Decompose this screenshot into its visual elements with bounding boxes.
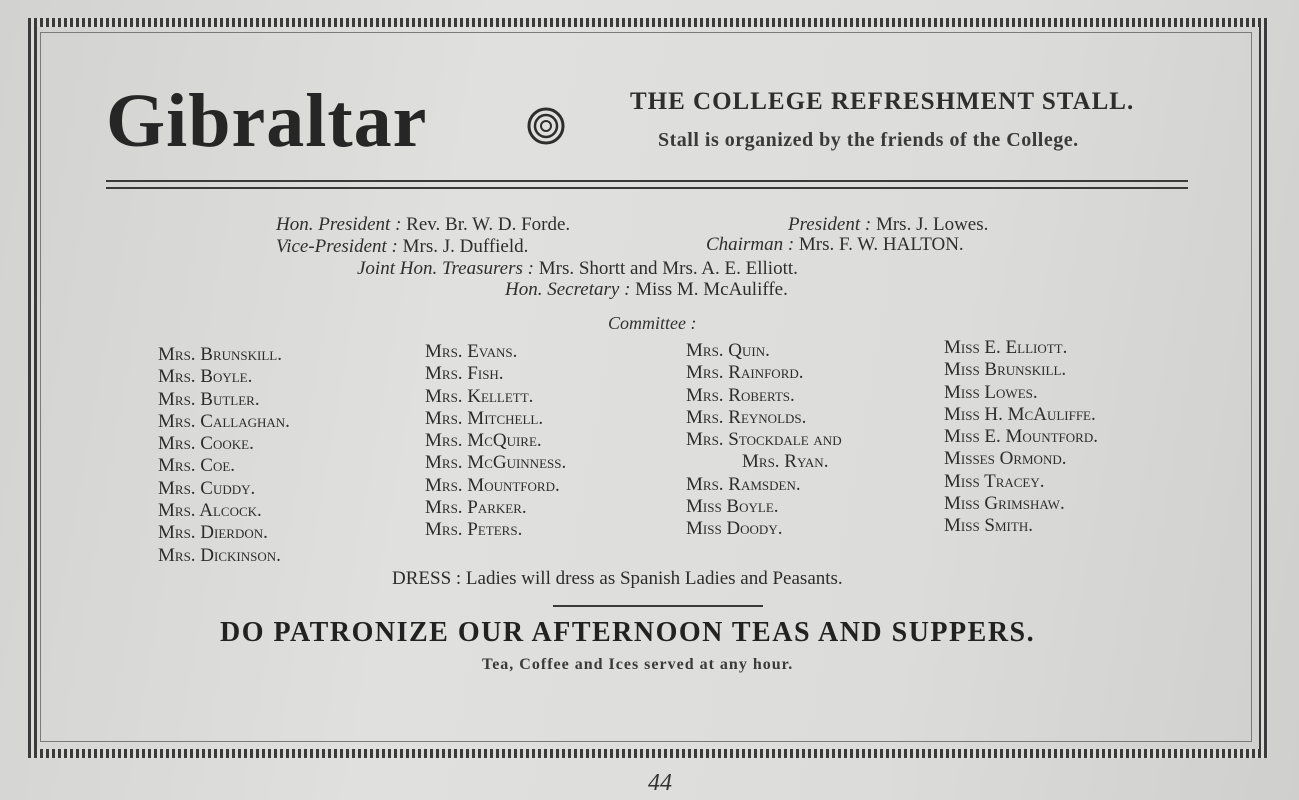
hon-president-name: Rev. Br. W. D. Forde. xyxy=(406,214,571,235)
vice-president-name: Mrs. J. Duffield. xyxy=(402,236,529,257)
committee-member: Mrs. Reynolds. xyxy=(686,406,807,428)
committee-column-1 xyxy=(158,344,290,567)
committee-member: Miss E. Elliott. xyxy=(944,337,1068,358)
committee-member: Miss Tracey. xyxy=(944,470,1045,492)
vice-president-role: Vice-President : xyxy=(276,236,398,257)
committee-member: Mrs. Coe. xyxy=(158,455,236,477)
committee-member: Mrs. Cuddy. xyxy=(158,477,256,499)
committee-member: Mrs. Butler. xyxy=(158,388,260,410)
vice-president-line xyxy=(276,236,528,258)
committee-member: Misses Ormond. xyxy=(944,448,1067,470)
committee-member: Mrs. Evans. xyxy=(425,341,518,362)
chairman-line xyxy=(706,234,964,256)
committee-member: Mrs. Roberts. xyxy=(686,384,795,406)
committee-member: Mrs. Quin. xyxy=(686,340,770,361)
header-divider xyxy=(106,180,1188,189)
serving-note: Tea, Coffee and Ices served at any hour. xyxy=(482,656,794,673)
president-name: Mrs. J. Lowes. xyxy=(875,214,989,235)
committee-column-4 xyxy=(944,337,1098,538)
treasurers-name: Mrs. Shortt and Mrs. A. E. Elliott. xyxy=(538,258,798,279)
stall-subheading: Stall is organized by the friends of the College. xyxy=(658,129,1079,151)
committee-member: Mrs. Rainford. xyxy=(686,362,804,384)
committee-member: Mrs. Mitchell. xyxy=(425,407,544,429)
committee-member: Mrs. McGuinness. xyxy=(425,452,567,474)
secretary-line xyxy=(505,279,788,301)
chairman-name: Mrs. F. W. HALTON. xyxy=(798,234,964,255)
committee-member: Mrs. Fish. xyxy=(425,363,504,385)
committee-member: Mrs. Dickinson. xyxy=(158,544,281,566)
committee-member: Mrs. Cooke. xyxy=(158,433,254,455)
committee-column-3 xyxy=(686,340,842,541)
committee-member: Mrs. Brunskill. xyxy=(158,344,282,365)
committee-member: Miss Grimshaw. xyxy=(944,493,1065,515)
committee-member: Mrs. Boyle. xyxy=(158,366,253,388)
committee-member: Miss Lowes. xyxy=(944,381,1038,403)
committee-member: Miss Brunskill. xyxy=(944,359,1067,381)
committee-member: Mrs. Parker. xyxy=(425,497,527,519)
treasurers-line xyxy=(357,258,798,280)
committee-member: Miss H. McAuliffe. xyxy=(944,403,1096,425)
spiral-emblem-icon xyxy=(526,106,566,146)
dress-note: DRESS : Ladies will dress as Spanish Ladies and Peasants. xyxy=(392,568,843,589)
stall-heading: THE COLLEGE REFRESHMENT STALL. xyxy=(630,88,1135,115)
committee-member: Miss E. Mountford. xyxy=(944,426,1098,448)
committee-member: Mrs. Ryan. xyxy=(742,451,829,473)
treasurers-role: Joint Hon. Treasurers : xyxy=(357,258,534,279)
secretary-role: Hon. Secretary : xyxy=(505,279,631,300)
patronize-heading: DO PATRONIZE OUR AFTERNOON TEAS AND SUPPERS. xyxy=(220,617,1036,648)
page-title: Gibraltar xyxy=(106,79,428,163)
committee-member: Miss Boyle. xyxy=(686,496,779,518)
hon-president-line xyxy=(276,214,570,236)
committee-member: Miss Smith. xyxy=(944,515,1033,537)
hon-president-role: Hon. President : xyxy=(276,214,402,235)
committee-member: Mrs. Kellett. xyxy=(425,385,534,407)
committee-member: Mrs. Callaghan. xyxy=(158,410,290,432)
committee-member: Mrs. Stockdale and xyxy=(686,429,842,451)
page-number: 44 xyxy=(648,770,672,796)
committee-member: Mrs. Ramsden. xyxy=(686,473,801,495)
committee-heading: Committee : xyxy=(608,313,697,333)
committee-member: Miss Doody. xyxy=(686,518,783,540)
committee-member: Mrs. McQuire. xyxy=(425,430,542,452)
president-role: President : xyxy=(788,214,872,235)
secretary-name: Miss M. McAuliffe. xyxy=(635,279,788,300)
committee-member: Mrs. Dierdon. xyxy=(158,522,268,544)
president-line xyxy=(788,214,988,236)
section-divider xyxy=(553,605,763,607)
committee-column-2 xyxy=(425,341,566,542)
committee-member: Mrs. Peters. xyxy=(425,519,523,541)
committee-member: Mrs. Alcock. xyxy=(158,500,262,522)
chairman-role: Chairman : xyxy=(706,234,795,255)
committee-member: Mrs. Mountford. xyxy=(425,474,560,496)
